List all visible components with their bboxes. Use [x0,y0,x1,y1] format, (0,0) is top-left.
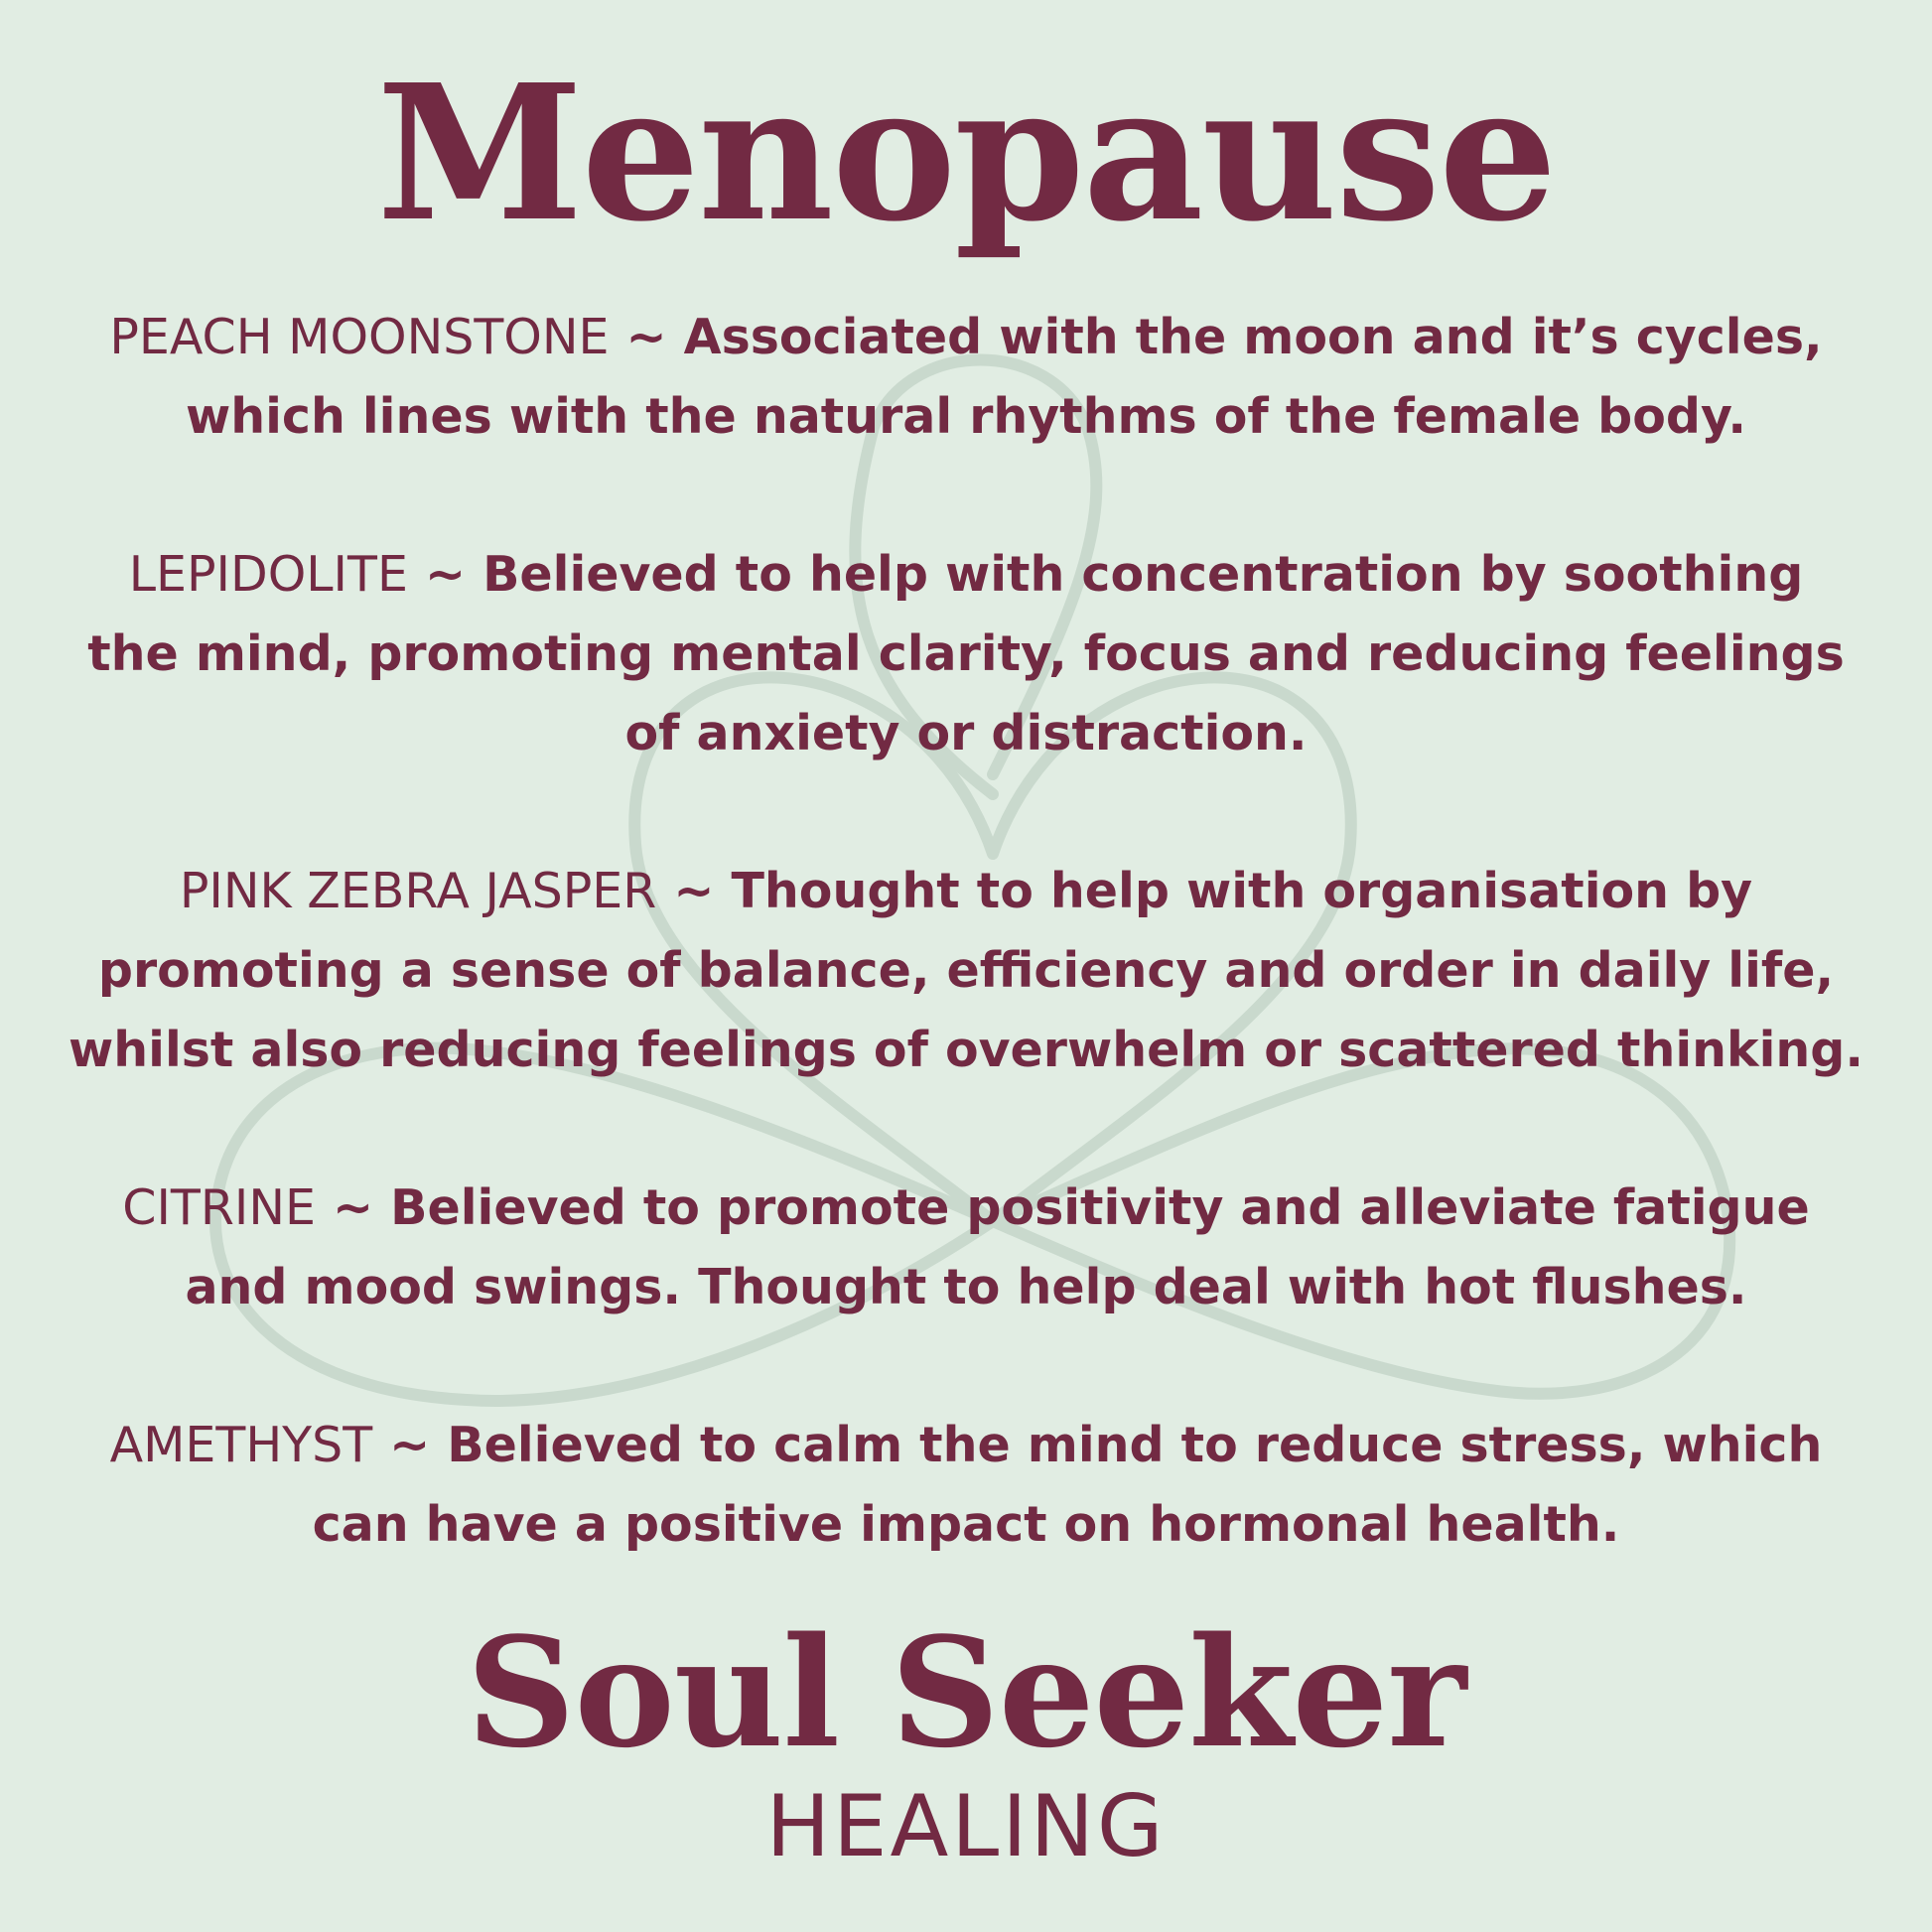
crystal-description-line: whilst also reducing feelings of overwhelm or scattered thinking. [69,1022,1863,1078]
crystal-description-line: the mind, promoting mental clarity, focus and reducing feelings [87,625,1845,682]
crystal-entry-peach-moonstone [60,298,1872,457]
crystal-description-line: ~ Believed to help with concentration by soothing [407,546,1804,603]
crystal-description-line: and mood swings. Thought to help deal with hot flushes. [185,1259,1747,1315]
crystal-name: LEPIDOLITE [128,546,408,603]
crystal-list [60,298,1872,1643]
crystal-entry-amethyst [60,1406,1872,1565]
crystal-name: AMETHYST [109,1417,373,1473]
crystal-entry-citrine [60,1169,1872,1327]
page-title: Menopause [376,44,1556,263]
brand-logo [0,1603,1932,1876]
crystal-description-line: ~ Associated with the moon and it’s cycles, [609,309,1823,365]
crystal-description-line: can have a positive impact on hormonal health. [312,1496,1620,1553]
crystal-entry-lepidolite [60,535,1872,773]
brand-tagline: HEALING [765,1777,1167,1876]
crystal-description-line: ~ Believed to calm the mind to reduce stress, which [372,1417,1823,1473]
crystal-name: CITRINE [122,1179,316,1236]
crystal-entry-pink-zebra-jasper [60,852,1872,1090]
crystal-name: PEACH MOONSTONE [109,309,610,365]
crystal-description-line: ~ Thought to help with organisation by [656,863,1753,919]
crystal-description-line: promoting a sense of balance, efficiency and order in daily life, [97,942,1835,999]
crystal-description-line: which lines with the natural rhythms of the female body. [185,388,1747,445]
crystal-name: PINK ZEBRA JASPER [179,863,657,919]
crystal-description-line: of anxiety or distraction. [624,705,1308,761]
brand-name: Soul Seeker [466,1603,1466,1781]
crystal-description-line: ~ Believed to promote positivity and alleviate fatigue [315,1179,1810,1236]
